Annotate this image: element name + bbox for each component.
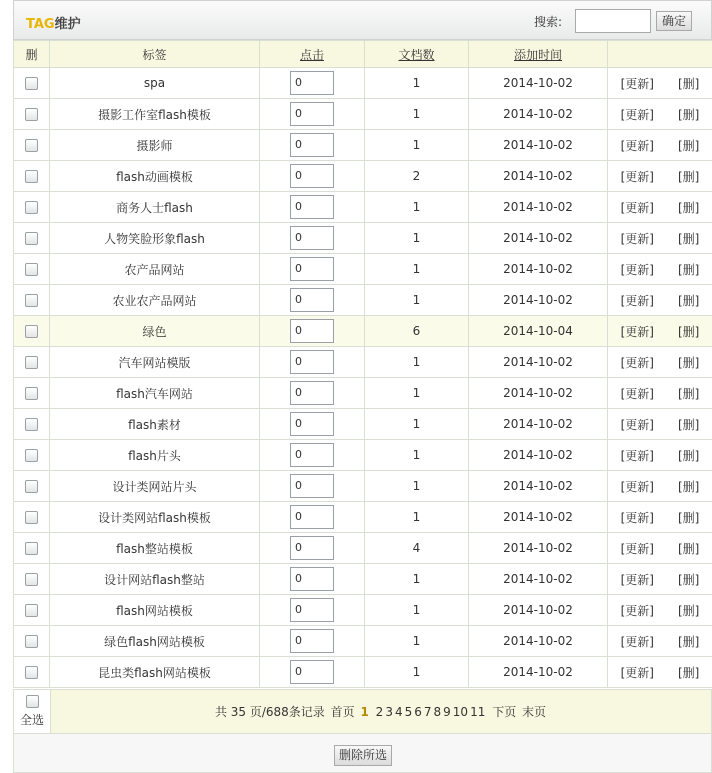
docs-cell: 1 [365, 595, 469, 626]
clicks-input[interactable]: 0 [290, 629, 334, 653]
table-row [14, 316, 712, 347]
clicks-input[interactable]: 0 [290, 102, 334, 126]
docs-cell: 1 [365, 285, 469, 316]
actions-cell [608, 440, 712, 471]
delete-link[interactable]: [删] [678, 293, 700, 308]
pager-page-link[interactable]: 2 [375, 705, 384, 719]
col-header-added[interactable]: 添加时间 [469, 41, 608, 68]
date-cell: 2014-10-02 [469, 471, 608, 502]
delete-link[interactable]: [删] [678, 231, 700, 246]
top-bar [13, 0, 712, 40]
table-row [14, 347, 712, 378]
tag-cell: 昆虫类flash网站模板 [50, 657, 260, 688]
update-link[interactable]: [更新] [620, 355, 654, 370]
clicks-input[interactable]: 0 [290, 412, 334, 436]
actions-cell [608, 626, 712, 657]
table-row [14, 409, 712, 440]
clicks-cell [260, 564, 365, 595]
pager-page-link[interactable]: 9 [443, 705, 451, 719]
date-cell: 2014-10-02 [469, 347, 608, 378]
clicks-input[interactable]: 0 [290, 350, 334, 374]
search-input[interactable] [575, 9, 651, 33]
table-body [14, 68, 712, 688]
docs-cell: 1 [365, 347, 469, 378]
clicks-input[interactable]: 0 [290, 505, 334, 529]
row-select-cell [14, 440, 50, 471]
row-select-cell [14, 502, 50, 533]
date-cell: 2014-10-02 [469, 254, 608, 285]
row-checkbox[interactable] [25, 511, 38, 524]
tag-cell: flash整站模板 [50, 533, 260, 564]
row-select-cell [14, 471, 50, 502]
date-cell: 2014-10-02 [469, 285, 608, 316]
row-select-cell [14, 223, 50, 254]
row-checkbox[interactable] [25, 232, 38, 245]
clicks-cell [260, 502, 365, 533]
row-checkbox[interactable] [25, 666, 38, 679]
docs-cell: 4 [365, 533, 469, 564]
table-header-row [14, 41, 712, 68]
clicks-input[interactable]: 0 [290, 319, 334, 343]
col-header-actions [608, 41, 712, 68]
update-link[interactable]: [更新] [620, 510, 654, 525]
clicks-cell [260, 657, 365, 688]
clicks-input[interactable]: 0 [290, 195, 334, 219]
date-cell: 2014-10-02 [469, 99, 608, 130]
row-checkbox[interactable] [25, 77, 38, 90]
date-cell: 2014-10-02 [469, 161, 608, 192]
clicks-input[interactable]: 0 [290, 536, 334, 560]
docs-cell: 1 [365, 564, 469, 595]
update-link[interactable]: [更新] [620, 417, 654, 432]
pager-page-link[interactable]: 6 [414, 705, 422, 719]
tag-cell: 摄影工作室flash模板 [50, 99, 260, 130]
docs-cell: 1 [365, 502, 469, 533]
row-select-cell [14, 254, 50, 285]
bulk-actions-bar [13, 734, 712, 773]
delete-link[interactable]: [删] [678, 200, 700, 215]
delete-link[interactable]: [删] [678, 386, 700, 401]
table-row [14, 130, 712, 161]
pager-next[interactable]: 下页 [492, 705, 517, 719]
row-select-cell [14, 68, 50, 99]
docs-cell: 6 [365, 316, 469, 347]
update-link[interactable]: [更新] [620, 324, 654, 339]
row-checkbox[interactable] [25, 294, 38, 307]
page-title-suffix: 维护 [54, 17, 81, 32]
actions-cell [608, 595, 712, 626]
tag-cell: 设计类网站flash模板 [50, 502, 260, 533]
row-checkbox[interactable] [25, 139, 38, 152]
docs-cell: 1 [365, 626, 469, 657]
date-cell: 2014-10-02 [469, 626, 608, 657]
pager-current: 1 [360, 705, 369, 719]
table-row [14, 254, 712, 285]
date-cell: 2014-10-02 [469, 130, 608, 161]
tag-cell: 绿色flash网站模板 [50, 626, 260, 657]
docs-cell: 1 [365, 192, 469, 223]
row-checkbox[interactable] [25, 263, 38, 276]
delete-link[interactable]: [删] [678, 138, 700, 153]
clicks-input[interactable]: 0 [290, 660, 334, 684]
tag-cell: flash汽车网站 [50, 378, 260, 409]
row-select-cell [14, 316, 50, 347]
table-row [14, 378, 712, 409]
col-header-clicks[interactable]: 点击 [260, 41, 365, 68]
table-row [14, 626, 712, 657]
delete-link[interactable]: [删] [678, 355, 700, 370]
update-link[interactable]: [更新] [620, 665, 654, 680]
delete-link[interactable]: [删] [678, 169, 700, 184]
row-select-cell [14, 192, 50, 223]
table-row [14, 657, 712, 688]
row-checkbox[interactable] [25, 480, 38, 493]
tag-cell: 设计网站flash整站 [50, 564, 260, 595]
date-cell: 2014-10-02 [469, 440, 608, 471]
actions-cell [608, 471, 712, 502]
clicks-input[interactable]: 0 [290, 474, 334, 498]
row-select-cell [14, 378, 50, 409]
col-header-docs[interactable]: 文档数 [365, 41, 469, 68]
delete-link[interactable]: [删] [678, 665, 700, 680]
table-row [14, 471, 712, 502]
pager-first[interactable]: 首页 [330, 705, 355, 719]
actions-cell [608, 347, 712, 378]
delete-link[interactable]: [删] [678, 572, 700, 587]
pager-page-link[interactable]: 3 [385, 705, 393, 719]
clicks-cell [260, 626, 365, 657]
delete-link[interactable]: [删] [678, 634, 700, 649]
date-cell: 2014-10-02 [469, 378, 608, 409]
row-checkbox[interactable] [25, 201, 38, 214]
tag-cell: 汽车网站模版 [50, 347, 260, 378]
pager-page-link[interactable]: 11 [470, 705, 486, 719]
table-row [14, 285, 712, 316]
actions-cell [608, 192, 712, 223]
date-cell: 2014-10-02 [469, 533, 608, 564]
row-select-cell [14, 657, 50, 688]
docs-cell: 1 [365, 409, 469, 440]
tag-cell: flash动画模板 [50, 161, 260, 192]
clicks-input[interactable]: 0 [290, 598, 334, 622]
tag-cell: 摄影师 [50, 130, 260, 161]
clicks-cell [260, 378, 365, 409]
col-header-delete: 删 [14, 41, 50, 68]
date-cell: 2014-10-02 [469, 564, 608, 595]
pager-page-link[interactable]: 5 [404, 705, 413, 719]
delete-link[interactable]: [删] [678, 324, 700, 339]
clicks-input[interactable]: 0 [290, 164, 334, 188]
clicks-input[interactable]: 0 [290, 381, 334, 405]
update-link[interactable]: [更新] [620, 448, 654, 463]
clicks-cell [260, 471, 365, 502]
actions-cell [608, 378, 712, 409]
delete-link[interactable]: [删] [678, 479, 700, 494]
actions-cell [608, 657, 712, 688]
row-select-cell [14, 626, 50, 657]
pager-page-link[interactable]: 4 [394, 705, 403, 719]
docs-cell: 1 [365, 99, 469, 130]
clicks-cell [260, 130, 365, 161]
row-select-cell [14, 99, 50, 130]
clicks-cell [260, 99, 365, 130]
actions-cell [608, 533, 712, 564]
row-checkbox[interactable] [25, 108, 38, 121]
tag-table [13, 40, 712, 688]
tag-cell: 农业农产品网站 [50, 285, 260, 316]
delete-link[interactable]: [删] [678, 448, 700, 463]
update-link[interactable]: [更新] [620, 138, 654, 153]
table-footer [13, 689, 712, 734]
select-all-cell [14, 690, 51, 733]
tag-cell: 农产品网站 [50, 254, 260, 285]
clicks-cell [260, 595, 365, 626]
clicks-cell [260, 68, 365, 99]
delete-link[interactable]: [删] [678, 417, 700, 432]
clicks-input[interactable]: 0 [290, 567, 334, 591]
tag-cell: flash片头 [50, 440, 260, 471]
update-link[interactable]: [更新] [620, 200, 654, 215]
clicks-input[interactable]: 0 [290, 226, 334, 250]
table-row [14, 223, 712, 254]
date-cell: 2014-10-02 [469, 657, 608, 688]
update-link[interactable]: [更新] [620, 541, 654, 556]
date-cell: 2014-10-02 [469, 409, 608, 440]
actions-cell [608, 409, 712, 440]
pagination [50, 703, 711, 720]
actions-cell [608, 68, 712, 99]
actions-cell [608, 130, 712, 161]
row-select-cell [14, 564, 50, 595]
date-cell: 2014-10-02 [469, 595, 608, 626]
row-checkbox[interactable] [25, 604, 38, 617]
clicks-cell [260, 533, 365, 564]
docs-cell: 1 [365, 378, 469, 409]
row-select-cell [14, 409, 50, 440]
clicks-cell [260, 347, 365, 378]
row-checkbox[interactable] [25, 170, 38, 183]
update-link[interactable]: [更新] [620, 169, 654, 184]
pager-page-link[interactable]: 7 [423, 705, 432, 719]
update-link[interactable]: [更新] [620, 231, 654, 246]
confirm-button[interactable]: 确定 [656, 11, 692, 31]
tag-cell: 人物笑脸形象flash [50, 223, 260, 254]
docs-cell: 2 [365, 161, 469, 192]
delete-link[interactable]: [删] [678, 76, 700, 91]
tag-cell: flash素材 [50, 409, 260, 440]
clicks-cell [260, 192, 365, 223]
actions-cell [608, 316, 712, 347]
clicks-cell [260, 223, 365, 254]
update-link[interactable]: [更新] [620, 634, 654, 649]
update-link[interactable]: [更新] [620, 572, 654, 587]
pager-page-link[interactable]: 8 [433, 705, 442, 719]
search-label: 搜索: [534, 15, 563, 29]
select-all-label: 全选 [19, 713, 44, 727]
row-select-cell [14, 130, 50, 161]
clicks-cell [260, 254, 365, 285]
update-link[interactable]: [更新] [620, 293, 654, 308]
clicks-cell [260, 316, 365, 347]
actions-cell [608, 161, 712, 192]
update-link[interactable]: [更新] [620, 479, 654, 494]
table-row [14, 533, 712, 564]
actions-cell [608, 502, 712, 533]
page-title-prefix: TAG [26, 17, 55, 32]
delete-link[interactable]: [删] [678, 262, 700, 277]
docs-cell: 1 [365, 130, 469, 161]
row-checkbox[interactable] [25, 542, 38, 555]
tag-cell: 商务人士flash [50, 192, 260, 223]
clicks-input[interactable]: 0 [290, 71, 334, 95]
row-checkbox[interactable] [25, 418, 38, 431]
table-row [14, 161, 712, 192]
tag-cell: spa [50, 68, 260, 99]
row-checkbox[interactable] [25, 635, 38, 648]
tag-cell: 设计类网站片头 [50, 471, 260, 502]
docs-cell: 1 [365, 471, 469, 502]
col-header-tag: 标签 [50, 41, 260, 68]
table-row [14, 68, 712, 99]
pager-total: 共 35 页/688条记录 [214, 705, 325, 719]
row-checkbox[interactable] [25, 573, 38, 586]
delete-link[interactable]: [删] [678, 541, 700, 556]
delete-link[interactable]: [删] [678, 107, 700, 122]
tag-cell: 绿色 [50, 316, 260, 347]
clicks-input[interactable]: 0 [290, 257, 334, 281]
clicks-cell [260, 409, 365, 440]
actions-cell [608, 223, 712, 254]
select-all-checkbox[interactable] [26, 695, 39, 708]
date-cell: 2014-10-04 [469, 316, 608, 347]
update-link[interactable]: [更新] [620, 107, 654, 122]
update-link[interactable]: [更新] [620, 603, 654, 618]
actions-cell [608, 564, 712, 595]
actions-cell [608, 285, 712, 316]
date-cell: 2014-10-02 [469, 192, 608, 223]
clicks-cell [260, 161, 365, 192]
actions-cell [608, 99, 712, 130]
row-select-cell [14, 161, 50, 192]
docs-cell: 1 [365, 223, 469, 254]
docs-cell: 1 [365, 68, 469, 99]
table-row [14, 440, 712, 471]
update-link[interactable]: [更新] [620, 262, 654, 277]
delete-link[interactable]: [删] [678, 603, 700, 618]
table-row [14, 564, 712, 595]
docs-cell: 1 [365, 440, 469, 471]
clicks-cell [260, 440, 365, 471]
table-row [14, 192, 712, 223]
clicks-input[interactable]: 0 [290, 443, 334, 467]
update-link[interactable]: [更新] [620, 386, 654, 401]
row-select-cell [14, 595, 50, 626]
table-row [14, 502, 712, 533]
row-select-cell [14, 285, 50, 316]
pager-page-link[interactable]: 10 [452, 705, 469, 719]
row-select-cell [14, 533, 50, 564]
delete-link[interactable]: [删] [678, 510, 700, 525]
docs-cell: 1 [365, 657, 469, 688]
actions-cell [608, 254, 712, 285]
row-checkbox[interactable] [25, 387, 38, 400]
clicks-input[interactable]: 0 [290, 288, 334, 312]
date-cell: 2014-10-02 [469, 502, 608, 533]
clicks-input[interactable]: 0 [290, 133, 334, 157]
update-link[interactable]: [更新] [620, 76, 654, 91]
docs-cell: 1 [365, 254, 469, 285]
row-checkbox[interactable] [25, 356, 38, 369]
row-checkbox[interactable] [25, 325, 38, 338]
row-select-cell [14, 347, 50, 378]
date-cell: 2014-10-02 [469, 68, 608, 99]
delete-selected-button[interactable]: 删除所选 [334, 745, 392, 766]
date-cell: 2014-10-02 [469, 223, 608, 254]
pager-last[interactable]: 末页 [522, 705, 547, 719]
tag-cell: flash网站模板 [50, 595, 260, 626]
clicks-cell [260, 285, 365, 316]
table-row [14, 595, 712, 626]
page-title [26, 13, 81, 32]
row-checkbox[interactable] [25, 449, 38, 462]
table-row [14, 99, 712, 130]
